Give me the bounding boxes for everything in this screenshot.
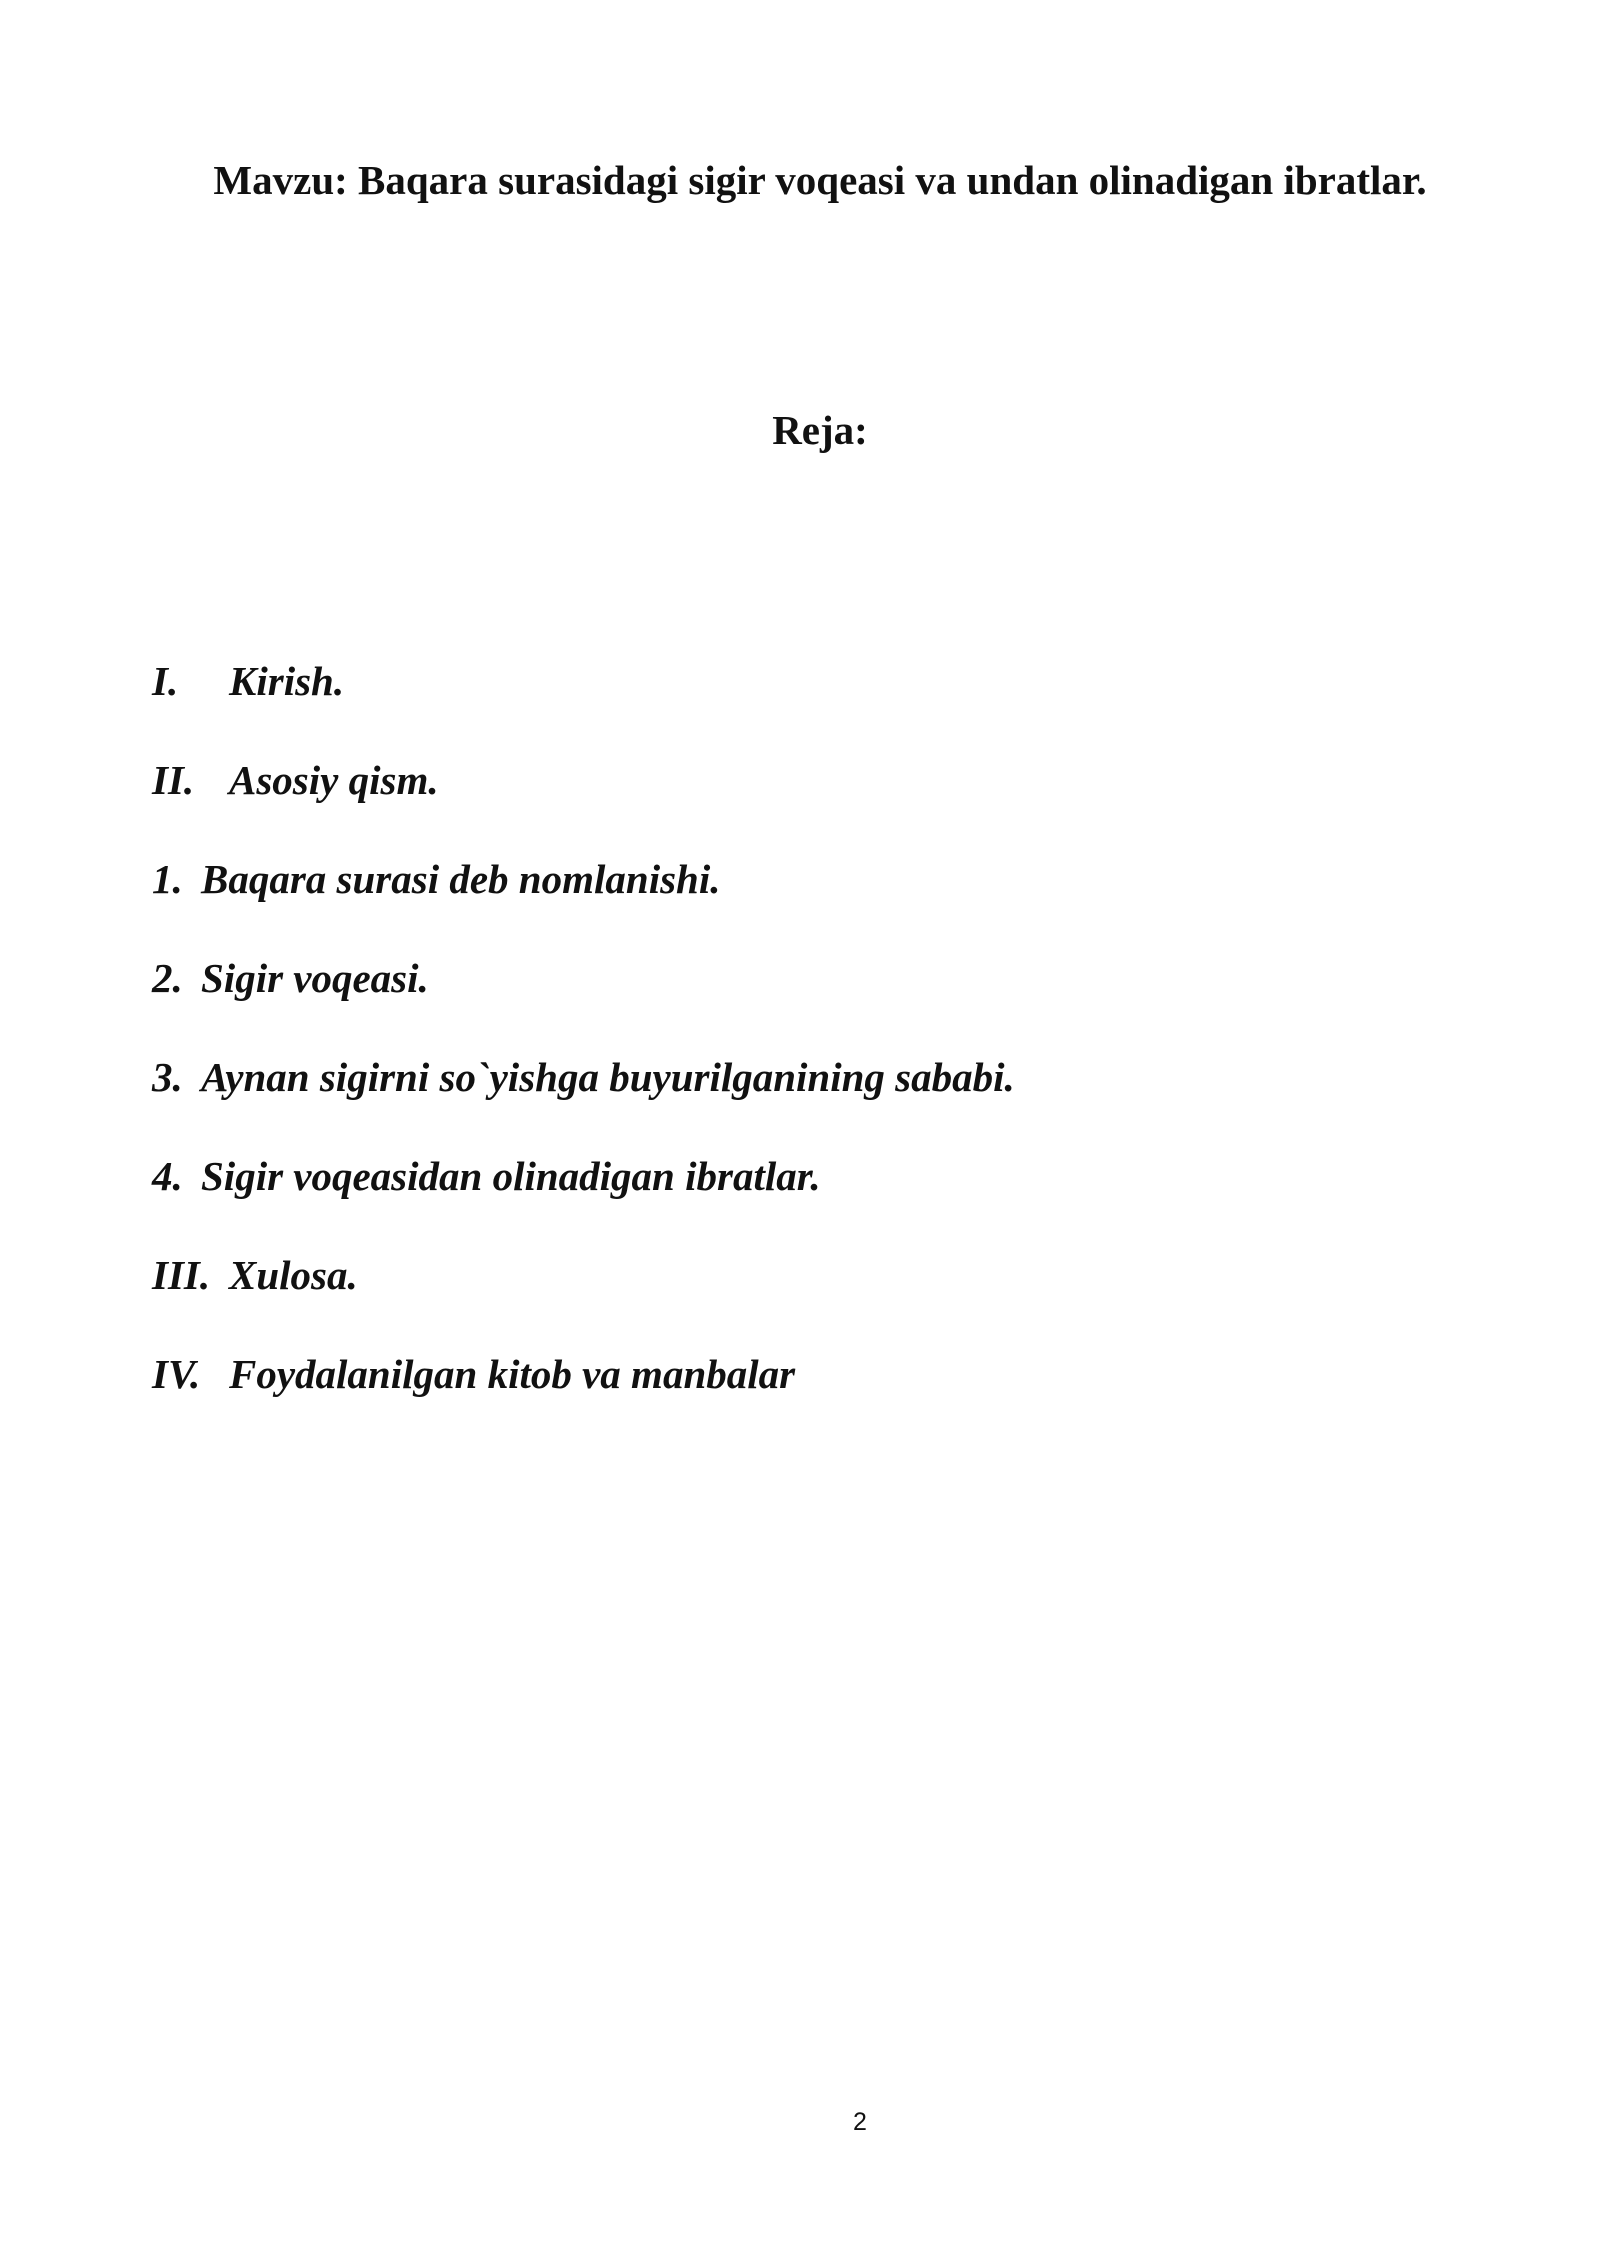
plan-item-number: III. (152, 1252, 211, 1298)
plan-item-number: II. (152, 757, 195, 803)
plan-item-number: I. (152, 658, 179, 704)
plan-item-number: IV. (152, 1351, 201, 1397)
plan-item-text: Xulosa. (229, 1252, 358, 1298)
document-title: Mavzu: Baqara surasidagi sigir voqeasi va undan olinadigan ibratlar. (213, 157, 1427, 203)
plan-item-number: 4. (152, 1153, 183, 1199)
plan-item-text: Baqara surasi deb nomlanishi. (201, 856, 721, 902)
plan-item (152, 1249, 358, 1301)
plan-item (152, 655, 344, 707)
plan-item-number: 2. (152, 955, 183, 1001)
plan-item-number: 3. (152, 1054, 183, 1100)
plan-heading: Reja: (772, 407, 868, 453)
plan-item (152, 1051, 1015, 1103)
plan-item (152, 1150, 821, 1202)
plan-item (152, 853, 721, 905)
plan-item-number: 1. (152, 856, 183, 902)
plan-item-text: Sigir voqeasi. (201, 955, 429, 1001)
plan-item (152, 1348, 795, 1400)
page-number: 2 (853, 2108, 867, 2136)
plan-item-text: Sigir voqeasidan olinadigan ibratlar. (201, 1153, 821, 1199)
plan-item-text: Aynan sigirni so`yishga buyurilganining sababi. (201, 1054, 1015, 1100)
plan-item-text: Kirish. (229, 658, 345, 704)
plan-item (152, 952, 429, 1004)
plan-item-text: Asosiy qism. (229, 757, 439, 803)
plan-item-text: Foydalanilgan kitob va manbalar (229, 1351, 796, 1397)
plan-item (152, 754, 439, 806)
